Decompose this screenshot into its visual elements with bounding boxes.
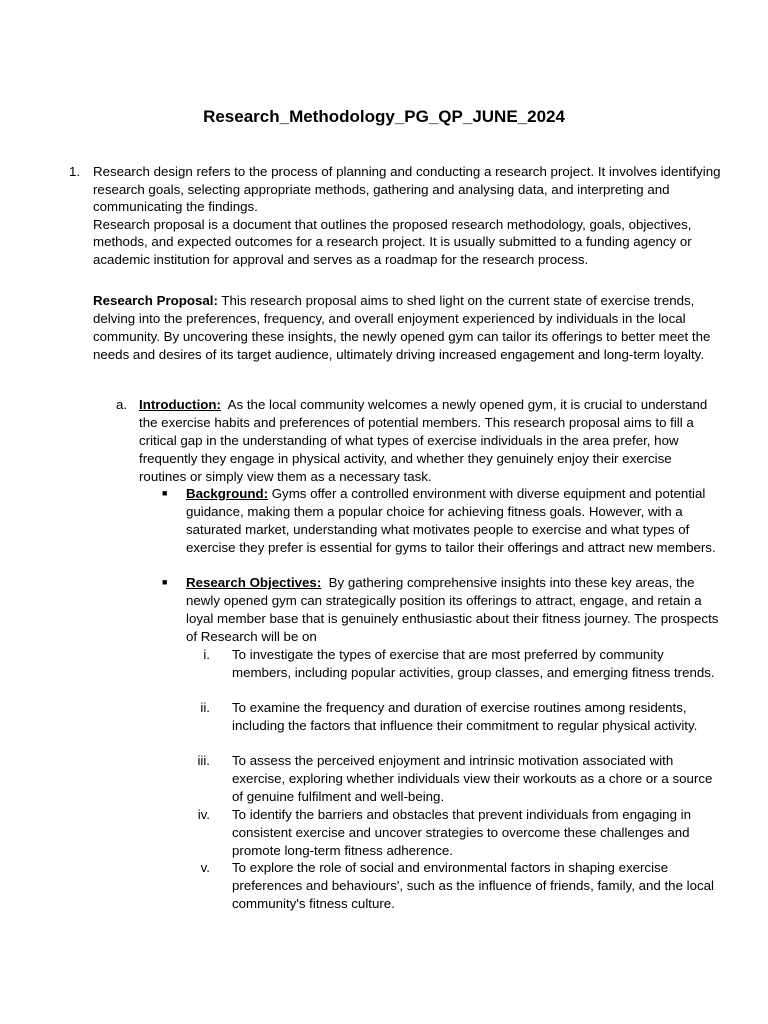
objective-number: iii. — [197, 753, 210, 768]
objectives-bullet: ■ — [162, 577, 168, 587]
objective-number: iv. — [197, 807, 210, 822]
research-design-paragraph — [93, 163, 721, 269]
objectives-paragraph — [186, 574, 721, 646]
introduction-heading: Introduction: — [139, 397, 221, 412]
document-title: Research_Methodology_PG_QP_JUNE_2024 — [203, 107, 565, 126]
objective-item: To assess the perceived enjoyment and intrinsic motivation associated with exercise, exploring whether individuals view their workouts as a chore or a source of genuine fulfilment and well-being. — [232, 753, 713, 804]
introduction-paragraph — [139, 396, 721, 486]
research-proposal-text: This research proposal aims to shed light on the current state of exercise trends, delving into the preferences, frequency, and overall enjoyment experienced by individuals in the local community. By uncovering these insights, the newly opened gym can tailor its offerings to better meet the needs and desires of its target audience, ultimately driving increased engagement and long-term loyalty. — [93, 293, 711, 362]
research-proposal-heading: Research Proposal: — [93, 293, 218, 308]
objective-item: To investigate the types of exercise that are most preferred by community members, including popular activities, group classes, and emerging fitness trends. — [232, 647, 715, 680]
objective-item: To explore the role of social and environmental factors in shaping exercise preferences and behaviours', such as the influence of friends, family, and the local community's fitness culture. — [232, 860, 714, 911]
research-proposal-paragraph — [93, 292, 721, 364]
objective-item: To examine the frequency and duration of exercise routines among residents, including the factors that influence their commitment to regular physical activity. — [232, 700, 698, 733]
background-bullet: ■ — [162, 488, 168, 498]
objectives-heading: Research Objectives: — [186, 575, 322, 590]
background-paragraph — [186, 485, 721, 557]
objective-number: v. — [200, 860, 210, 875]
objective-number: ii. — [200, 700, 210, 715]
research-design-definition: Research design refers to the process of planning and conducting a research project. It involves identifying research goals, selecting appropriate methods, gathering and analysing data, and interpreting and communicating the findings. — [93, 164, 721, 215]
introduction-label: a. — [116, 397, 128, 412]
objective-number: i. — [203, 647, 210, 662]
introduction-text: As the local community welcomes a newly opened gym, it is crucial to understand the exercise habits and preferences of potential members. This research proposal aims to fill a critical gap in the understanding of what types of exercise individuals in the area prefer, how frequently they engage in physical activity, and whether they genuinely enjoy their exercise routines or simply view them as a necessary task. — [139, 397, 711, 484]
research-proposal-definition: Research proposal is a document that outlines the proposed research methodology, goals, objectives, methods, and expected outcomes for a research project. It is usually submitted to a funding agency or academic institution for approval and serves as a roadmap for the research process. — [93, 216, 692, 267]
objectives-text: By gathering comprehensive insights into these key areas, the newly opened gym can strategically position its offerings to attract, engage, and retain a loyal member base that is genuinely enthusiastic about their fitness journey. The prospects of Research will be on — [186, 575, 723, 644]
background-heading: Background: — [186, 486, 269, 501]
background-text: Gyms offer a controlled environment with diverse equipment and potential guidance, making them a popular choice for achieving fitness goals. However, with a saturated market, understanding what motivates people to exercise and what types of exercise they prefer is essential for gyms to tailor their offerings and attract new members. — [186, 486, 716, 555]
objective-item: To identify the barriers and obstacles that prevent individuals from engaging in consistent exercise and uncover strategies to overcome these challenges and promote long-term fitness adherence. — [232, 807, 692, 858]
question-number: 1. — [69, 164, 81, 179]
